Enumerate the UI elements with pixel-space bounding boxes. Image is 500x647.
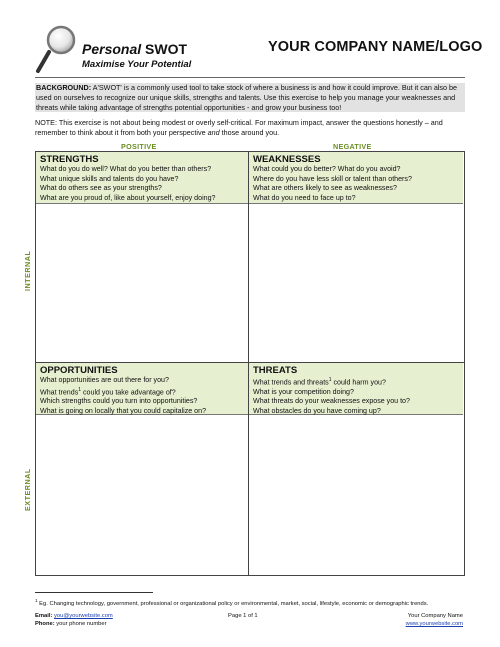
email-label: Email:	[35, 613, 53, 619]
weaknesses-question: What do you need to face up to?	[253, 193, 356, 202]
weaknesses-header	[249, 152, 463, 204]
page-number: Page 1 of 1	[228, 613, 258, 619]
opportunities-question: What trends$^1$ could you take advantage of?	[40, 386, 176, 396]
footnote-divider	[35, 592, 153, 593]
opportunities-question: What opportunities are out there for you?	[40, 376, 169, 384]
opportunities-question: Which strengths could you turn into opportunities?	[40, 397, 198, 406]
row-label-external: EXTERNAL	[23, 468, 32, 511]
footnote-ref: 1	[328, 377, 332, 383]
threats-question: What trends and threats$^1$ could harm you?	[253, 377, 386, 387]
footnote-ref: 1	[78, 386, 82, 393]
page-title: Personal SWOT	[82, 41, 188, 57]
weaknesses-question: Where do you have less skill or talent than others?	[253, 174, 412, 183]
phone-number: your phone number	[56, 621, 107, 627]
background-box: BACKGROUND: A'SWOT' is a commonly used tool to take stock of where a business is and how it could improve. But it can also be used on ourselves to recognize our unique skills, strengths and talents. Use this exercise to help you manage your weaknesses and threats while taking advantage of strengths potential opportunities - and grow your business too!	[35, 83, 465, 112]
threats-answer-area[interactable]	[249, 416, 463, 574]
website-link[interactable]: www.yourwebsite.com	[405, 621, 463, 627]
phone-label: Phone:	[35, 621, 55, 627]
column-label-negative: NEGATIVE	[333, 142, 372, 151]
opportunities-answer-area[interactable]	[36, 416, 248, 574]
footer-company	[355, 612, 463, 628]
threats-question: What obstacles do you have coming up?	[253, 406, 381, 415]
footer-contact	[35, 612, 113, 628]
weaknesses-question: What could you do better? What do you avoid?	[253, 165, 401, 173]
magnifier-icon	[34, 25, 78, 75]
row-label-internal: INTERNAL	[23, 250, 32, 291]
company-logo-placeholder: YOUR COMPANY NAME/LOGO	[268, 39, 483, 55]
footnote: $^1$ Eg. Changing technology, government, professional or organizational policy or environmental, market, social, lifestyle, economic or demographic trends.	[35, 598, 429, 607]
threats-question: What is your competition doing?	[253, 387, 354, 396]
header-divider	[35, 77, 465, 78]
weaknesses-question: What are others likely to see as weaknesses?	[253, 184, 397, 192]
footer-company-name: Your Company Name	[407, 613, 463, 619]
opportunities-title: OPPORTUNITIES	[40, 365, 118, 376]
strengths-question: What do others see as your strengths?	[40, 184, 162, 192]
strengths-answer-area[interactable]	[36, 205, 248, 361]
weaknesses-title: WEAKNESSES	[253, 154, 321, 165]
opportunities-question: What is going on locally that you could capitalize on?	[40, 406, 207, 415]
weaknesses-answer-area[interactable]	[249, 205, 463, 361]
threats-title: THREATS	[253, 365, 298, 376]
strengths-title: STRENGTHS	[40, 154, 99, 165]
page-subtitle: Maximise Your Potential	[82, 59, 192, 70]
column-label-positive: POSITIVE	[121, 142, 157, 151]
strengths-question: What do you do well? What do you better than others?	[40, 165, 212, 173]
opportunities-header	[36, 363, 248, 415]
strengths-header	[36, 152, 248, 204]
threats-question: What threats do your weaknesses expose you to?	[253, 397, 410, 406]
threats-header	[249, 363, 463, 415]
email-link[interactable]: you@yourwebsite.com	[54, 613, 113, 619]
strengths-question: What are you proud of, like about yourself, enjoy doing?	[40, 193, 216, 202]
note-text: NOTE: This exercise is not about being modest or overly self-critical. For maximum impact, answer the questions honestly – and remember to think about it from both your perspective and those around you.	[35, 118, 443, 137]
strengths-question: What unique skills and talents do you have?	[40, 174, 179, 183]
